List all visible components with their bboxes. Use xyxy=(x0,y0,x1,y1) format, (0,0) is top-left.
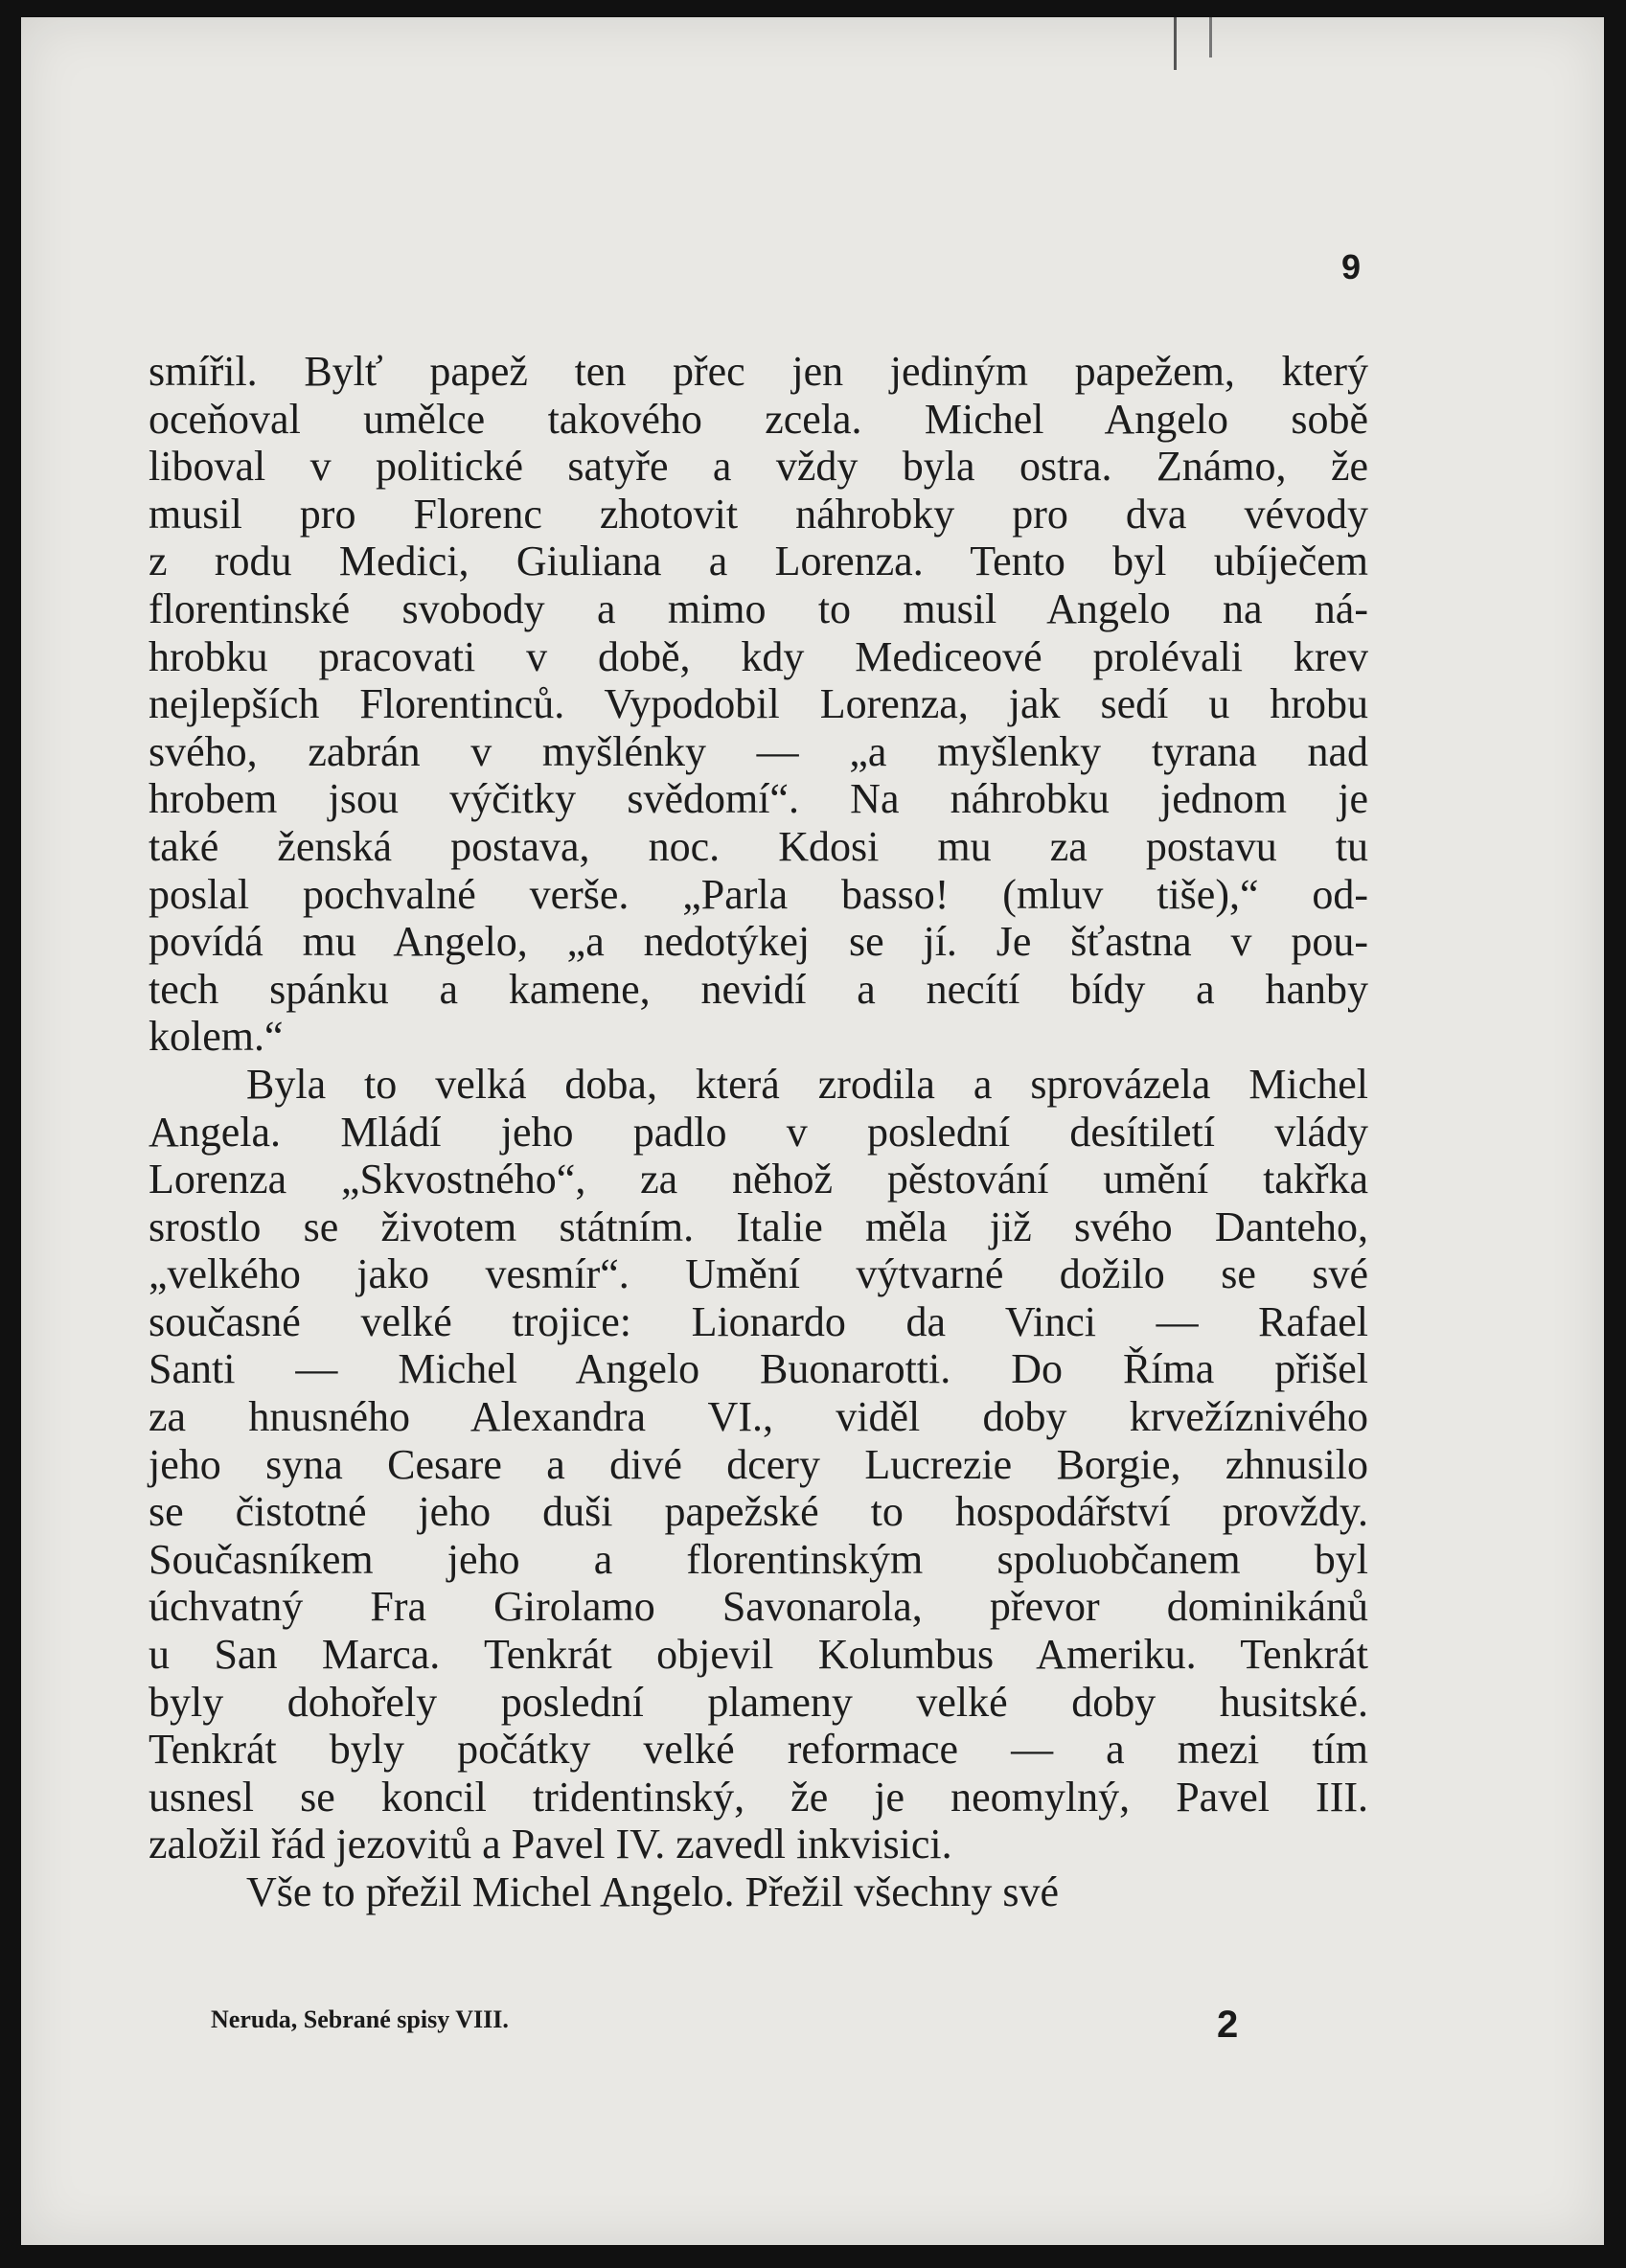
page-number: 9 xyxy=(1341,247,1362,286)
text-line: liboval v politické satyře a vždy byla ostra. Známo, že xyxy=(149,443,1368,491)
signature-mark: 2 xyxy=(1217,2004,1239,2046)
paragraph xyxy=(149,1061,1368,1868)
text-line: současné velké trojice: Lionardo da Vinci — Rafael xyxy=(149,1297,1368,1345)
body-text xyxy=(149,348,1368,1916)
text-line: „velkého jako vesmír“. Umění výtvarné dožilo se své xyxy=(149,1250,1368,1298)
text-line: jeho syna Cesare a divé dcery Lucrezie Borgie, zhnusilo xyxy=(149,1440,1368,1488)
text-line: poslal pochvalné verše. „Parla basso! (mluv tiše),“ od- xyxy=(149,870,1368,918)
text-line: musil pro Florenc zhotovit náhrobky pro dva vévody xyxy=(149,490,1368,538)
text-line: byly dohořely poslední plameny velké doby husitské. xyxy=(149,1678,1368,1726)
text-line: Byla to velká doba, která zrodila a sprovázela Michel xyxy=(246,1060,1368,1108)
text-line: Angela. Mládí jeho padlo v poslední desítiletí vlády xyxy=(149,1108,1368,1156)
scan-edge-mark xyxy=(1174,17,1177,70)
text-line: usnesl se koncil tridentinský, že je neomylný, Pavel III. xyxy=(149,1773,1368,1821)
text-line: u San Marca. Tenkrát objevil Kolumbus Ameriku. Tenkrát xyxy=(149,1631,1368,1679)
text-line: z rodu Medici, Giuliana a Lorenza. Tento byl ubíječem xyxy=(149,538,1368,585)
text-line: svého, zabrán v myšlénky — „a myšlenky tyrana nad xyxy=(149,727,1368,775)
text-line: oceňoval umělce takového zcela. Michel Angelo sobě xyxy=(149,395,1368,443)
text-line: Lorenza „Skvostného“, za něhož pěstování umění takřka xyxy=(149,1156,1368,1203)
text-line: za hnusného Alexandra VI., viděl doby krvežíznivého xyxy=(149,1393,1368,1441)
text-line: nejlepších Florentinců. Vypodobil Lorenza, jak sedí u hrobu xyxy=(149,680,1368,728)
text-line: florentinské svobody a mimo to musil Angelo na ná- xyxy=(149,584,1368,632)
scan-edge-mark xyxy=(1209,17,1212,57)
text-line: povídá mu Angelo, „a nedotýkej se jí. Je šťastna v pou- xyxy=(149,918,1368,966)
text-line: srostlo se životem státním. Italie měla již svého Danteho, xyxy=(149,1203,1368,1250)
text-line: se čistotné jeho duši papežské to hospodářství provždy. xyxy=(149,1488,1368,1536)
text-line: také ženská postava, noc. Kdosi mu za postavu tu xyxy=(149,822,1368,870)
paragraph xyxy=(149,1868,1368,1916)
text-line: tech spánku a kamene, nevidí a necítí bídy a hanby xyxy=(149,965,1368,1013)
printer-signature: Neruda, Sebrané spisy VIII. xyxy=(211,2005,509,2033)
text-line: smířil. Bylť papež ten přec jen jediným papežem, který xyxy=(149,348,1368,395)
text-line: kolem.“ xyxy=(149,1013,284,1061)
paragraph xyxy=(149,348,1368,1061)
text-line: Současníkem jeho a florentinským spoluobčanem byl xyxy=(149,1535,1368,1583)
page-footer xyxy=(211,2005,1370,2053)
text-line: Santi — Michel Angelo Buonarotti. Do Říma přišel xyxy=(149,1345,1368,1393)
text-line: Tenkrát byly počátky velké reformace — a mezi tím xyxy=(149,1726,1368,1774)
book-page xyxy=(21,17,1604,2245)
text-line: založil řád jezovitů a Pavel IV. zavedl inkvisici. xyxy=(149,1821,952,1868)
text-line: hrobem jsou výčitky svědomí“. Na náhrobku jednom je xyxy=(149,775,1368,823)
text-line: hrobku pracovati v době, kdy Mediceové prolévali krev xyxy=(149,632,1368,680)
text-line: úchvatný Fra Girolamo Savonarola, převor dominikánů xyxy=(149,1583,1368,1631)
text-line: Vše to přežil Michel Angelo. Přežil všechny své xyxy=(246,1868,1060,1915)
